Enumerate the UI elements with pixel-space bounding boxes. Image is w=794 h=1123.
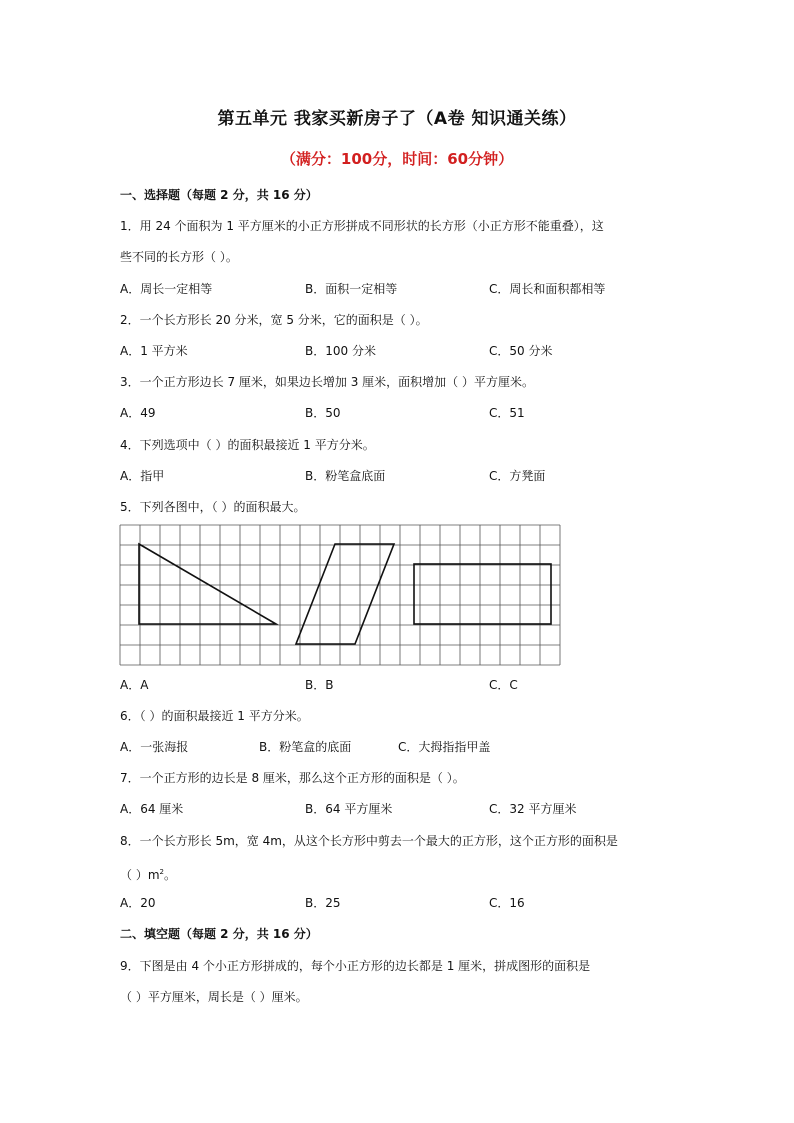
question-8-option-c: C．16	[489, 896, 525, 910]
superscript-2: 2	[159, 868, 164, 876]
question-9-text-cont: （ ）平方厘米，周长是（ ）厘米。	[120, 990, 308, 1004]
page-title: 第五单元 我家买新房子了（A卷 知识通关练）	[217, 109, 577, 129]
question-9-text: 9．下图是由 4 个小正方形拼成的，每个小正方形的边长都是 1 厘米，拼成图形的面积是	[120, 959, 591, 973]
question-4-text: 4．下列选项中（ ）的面积最接近 1 平方分米。	[120, 438, 375, 452]
question-8-text-cont	[120, 864, 176, 883]
question-8-option-a: A．20	[120, 896, 156, 910]
question-6-text: 6．（ ）的面积最接近 1 平方分米。	[120, 709, 309, 723]
page-subtitle: （满分：100分，时间：60分钟）	[280, 150, 514, 168]
question-1-text-cont: 些不同的长方形（ ）。	[120, 250, 238, 264]
grid-figure	[119, 524, 573, 666]
question-3-option-b: B．50	[305, 406, 341, 420]
question-7-option-a: A．64 厘米	[120, 802, 184, 816]
question-3-text: 3．一个正方形边长 7 厘米，如果边长增加 3 厘米，面积增加（ ）平方厘米。	[120, 375, 534, 389]
section-heading-choice: 一、选择题（每题 2 分，共 16 分）	[120, 188, 318, 202]
question-7-option-b: B．64 平方厘米	[305, 802, 393, 816]
question-6-option-b: B．粉笔盒的底面	[259, 740, 352, 754]
shape-c-rectangle	[414, 564, 551, 624]
question-1-option-c: C．周长和面积都相等	[489, 282, 606, 296]
question-5-text: 5．下列各图中，（ ）的面积最大。	[120, 500, 306, 514]
question-5-option-b: B．B	[305, 678, 334, 692]
question-8-end-mark: 。	[163, 868, 176, 882]
question-2-text: 2．一个长方形长 20 分米，宽 5 分米，它的面积是（ ）。	[120, 313, 428, 327]
question-2-option-a: A．1 平方米	[120, 344, 188, 358]
question-8-option-b: B．25	[305, 896, 341, 910]
question-1-option-a: A．周长一定相等	[120, 282, 213, 296]
question-1-text: 1．用 24 个面积为 1 平方厘米的小正方形拼成不同形状的长方形（小正方形不能重叠），这	[120, 219, 604, 233]
shape-b-parallelogram	[296, 544, 394, 644]
question-3-option-c: C．51	[489, 406, 525, 420]
section-heading-fill-blank: 二、填空题（每题 2 分，共 16 分）	[120, 927, 318, 941]
question-7-option-c: C．32 平方厘米	[489, 802, 577, 816]
question-4-option-c: C．方凳面	[489, 469, 546, 483]
question-4-option-b: B．粉笔盒底面	[305, 469, 386, 483]
question-5-option-c: C．C	[489, 678, 518, 692]
question-3-option-a: A．49	[120, 406, 156, 420]
question-2-option-c: C．50 分米	[489, 344, 553, 358]
question-6-option-c: C．大拇指指甲盖	[398, 740, 491, 754]
question-4-option-a: A．指甲	[120, 469, 165, 483]
question-8-text: 8．一个长方形长 5m，宽 4m，从这个长方形中剪去一个最大的正方形，这个正方形的面积是	[120, 834, 618, 848]
shape-a-triangle	[139, 544, 276, 624]
question-6-option-a: A．一张海报	[120, 740, 189, 754]
question-5-option-a: A．A	[120, 678, 149, 692]
question-1-option-b: B．面积一定相等	[305, 282, 398, 296]
question-7-text: 7．一个正方形的边长是 8 厘米，那么这个正方形的面积是（ ）。	[120, 771, 465, 785]
question-2-option-b: B．100 分米	[305, 344, 376, 358]
question-8-blank: （ ）m	[120, 868, 160, 882]
